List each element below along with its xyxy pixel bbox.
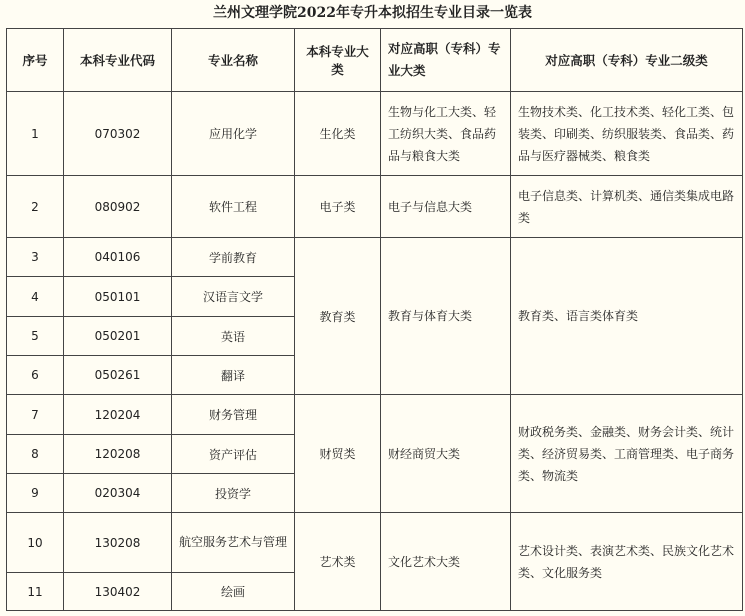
row-code: 050261: [64, 356, 172, 395]
row-seq: 3: [7, 238, 64, 277]
row-code: 050201: [64, 317, 172, 356]
row-name: 投资学: [172, 474, 295, 513]
group-vocational-subclass: 财政税务类、金融类、财务会计类、统计类、经济贸易类、工商管理类、电子商务类、物流类: [511, 395, 743, 513]
row-seq: 8: [7, 435, 64, 474]
group-category: 电子类: [295, 176, 381, 238]
table-row: [7, 238, 743, 277]
row-seq: 5: [7, 317, 64, 356]
row-code: 020304: [64, 474, 172, 513]
row-seq: 6: [7, 356, 64, 395]
row-code: 070302: [64, 92, 172, 176]
group-category: 生化类: [295, 92, 381, 176]
header-vocational-class: 对应高职（专科）专业大类: [381, 29, 511, 92]
group-vocational-subclass: 生物技术类、化工技术类、轻化工类、包装类、印刷类、纺织服装类、食品类、药品与医疗器械类、粮食类: [511, 92, 743, 176]
group-vocational-subclass: 教育类、语言类体育类: [511, 238, 743, 395]
row-code: 130402: [64, 573, 172, 611]
group-vocational-class: 文化艺术大类: [381, 513, 511, 611]
row-seq: 4: [7, 277, 64, 317]
row-seq: 10: [7, 513, 64, 573]
row-code: 130208: [64, 513, 172, 573]
row-name: 应用化学: [172, 92, 295, 176]
table-row: [7, 176, 743, 238]
row-seq: 11: [7, 573, 64, 611]
row-seq: 9: [7, 474, 64, 513]
group-vocational-class: 电子与信息大类: [381, 176, 511, 238]
table-row: [7, 395, 743, 435]
major-catalog-table: [6, 28, 743, 611]
row-seq: 7: [7, 395, 64, 435]
group-vocational-class: 教育与体育大类: [381, 238, 511, 395]
row-name: 绘画: [172, 573, 295, 611]
row-code: 040106: [64, 238, 172, 277]
group-category: 艺术类: [295, 513, 381, 611]
group-category: 财贸类: [295, 395, 381, 513]
row-name: 资产评估: [172, 435, 295, 474]
header-code: 本科专业代码: [64, 29, 172, 92]
header-name: 专业名称: [172, 29, 295, 92]
row-name: 航空服务艺术与管理: [172, 513, 295, 573]
group-vocational-subclass: 电子信息类、计算机类、通信类集成电路类: [511, 176, 743, 238]
group-vocational-class: 生物与化工大类、轻工纺织大类、食品药品与粮食大类: [381, 92, 511, 176]
group-vocational-class: 财经商贸大类: [381, 395, 511, 513]
row-name: 学前教育: [172, 238, 295, 277]
header-vocational-subclass: 对应高职（专科）专业二级类: [511, 29, 743, 92]
header-row: [7, 29, 743, 92]
row-code: 120208: [64, 435, 172, 474]
group-category: 教育类: [295, 238, 381, 395]
row-name: 财务管理: [172, 395, 295, 435]
row-name: 软件工程: [172, 176, 295, 238]
table-row: [7, 92, 743, 176]
row-name: 汉语言文学: [172, 277, 295, 317]
row-code: 050101: [64, 277, 172, 317]
row-name: 翻译: [172, 356, 295, 395]
row-seq: 1: [7, 92, 64, 176]
row-code: 080902: [64, 176, 172, 238]
header-seq: 序号: [7, 29, 64, 92]
row-name: 英语: [172, 317, 295, 356]
row-seq: 2: [7, 176, 64, 238]
row-code: 120204: [64, 395, 172, 435]
page-title: 兰州文理学院2022年专升本拟招生专业目录一览表: [213, 5, 532, 21]
group-vocational-subclass: 艺术设计类、表演艺术类、民族文化艺术类、文化服务类: [511, 513, 743, 611]
table-row: [7, 513, 743, 573]
header-category: 本科专业大类: [295, 29, 381, 92]
